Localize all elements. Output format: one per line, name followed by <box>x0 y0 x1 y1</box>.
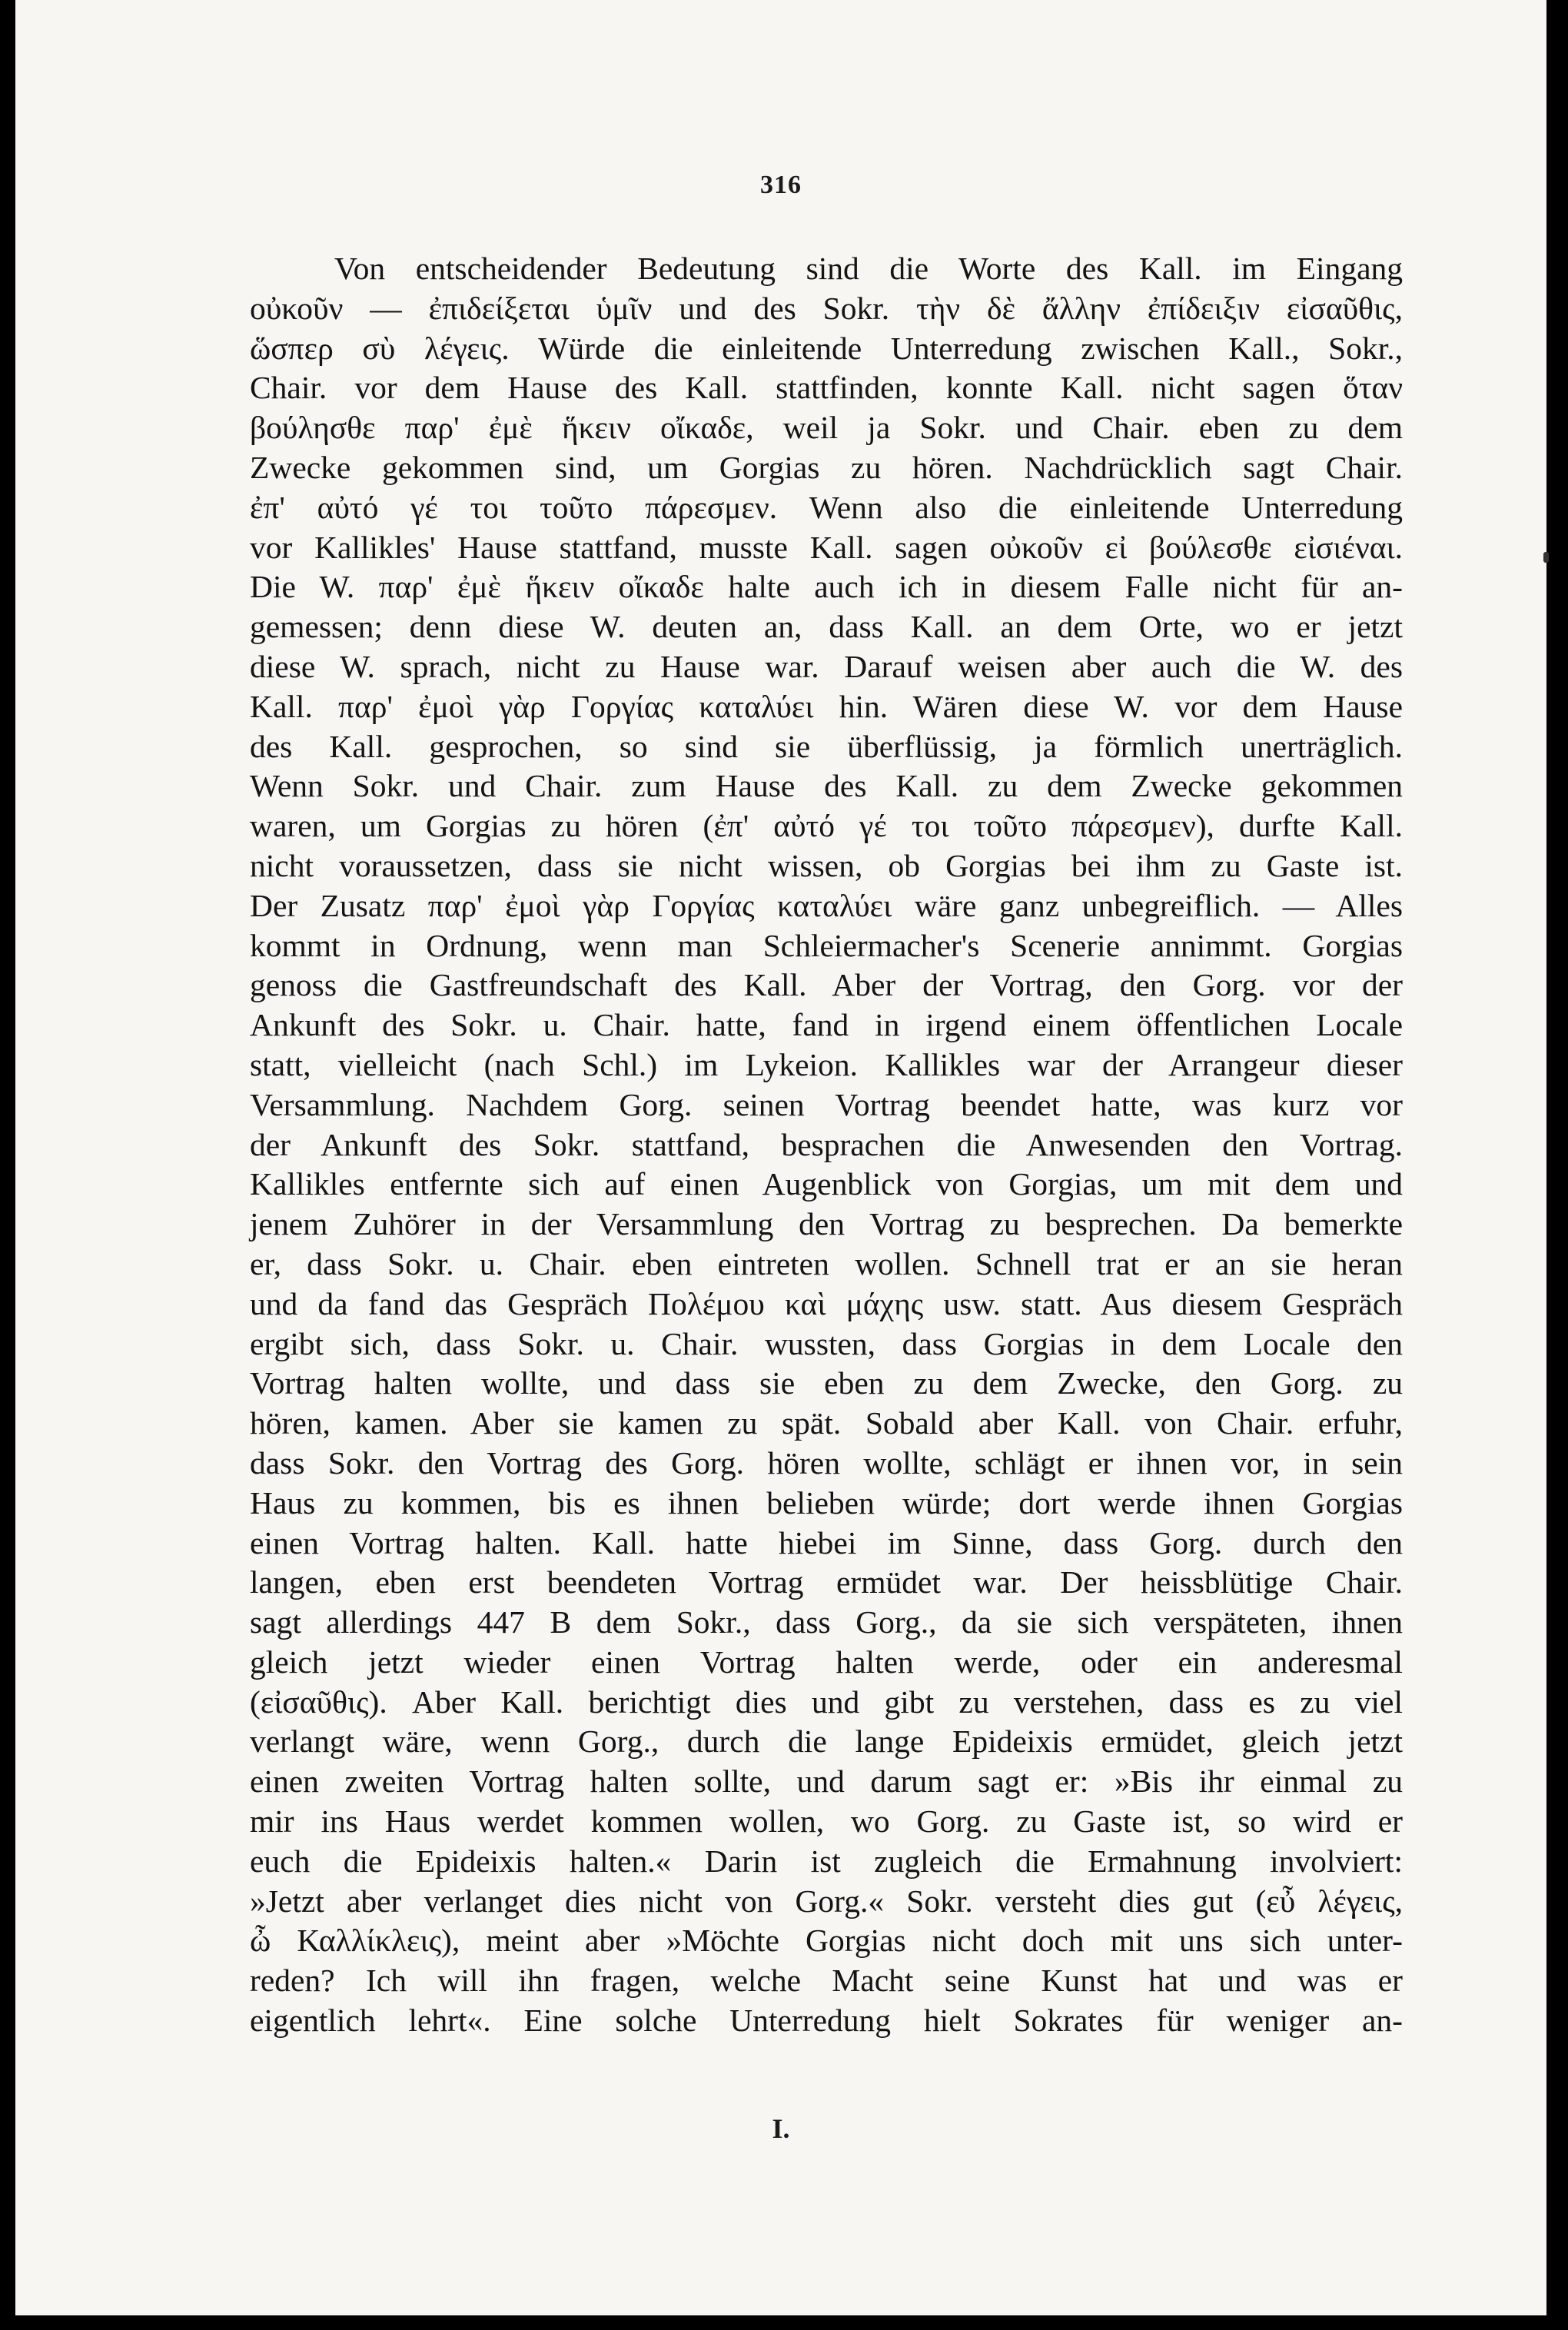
text-line: kommt in Ordnung, wenn man Schleiermacher's Scenerie annimmt. Gorgias <box>250 927 1403 963</box>
text-line: Chair. vor dem Hause des Kall. stattfinden, konnte Kall. nicht sagen ὅταν <box>250 370 1403 406</box>
text-line: genoss die Gastfreundschaft des Kall. Aber der Vortrag, den Gorg. vor der <box>250 967 1403 1003</box>
text-line: reden? Ich will ihn fragen, welche Macht seine Kunst hat und was er <box>250 1963 1403 1999</box>
text-line: ἐπ' αὐτό γέ τοι τοῦτο πάρεσμεν. Wenn also die einleitende Unterredung <box>250 489 1403 525</box>
text-line: eigentlich lehrt«. Eine solche Unterredung hielt Sokrates für weniger an- <box>250 2003 1403 2039</box>
text-line: und da fand das Gespräch Πολέμου καὶ μάχης usw. statt. Aus diesem Gespräch <box>250 1285 1403 1321</box>
text-line: mir ins Haus werdet kommen wollen, wo Gorg. zu Gaste ist, so wird er <box>250 1803 1403 1840</box>
text-line: ὦ Καλλίκλεις), meint aber »Möchte Gorgias nicht doch mit uns sich unter- <box>250 1923 1403 1959</box>
text-line: Haus zu kommen, bis es ihnen belieben würde; dort werde ihnen Gorgias <box>250 1484 1403 1521</box>
text-line: er, dass Sokr. u. Chair. eben eintreten wollen. Schnell trat er an sie heran <box>250 1245 1403 1281</box>
text-line: einen Vortrag halten. Kall. hatte hiebei im Sinne, dass Gorg. durch den <box>250 1524 1403 1561</box>
text-line: vor Kallikles' Hause stattfand, musste Kall. sagen οὐκοῦν εἰ βούλεσθε εἰσιέναι. <box>250 529 1403 565</box>
text-line: Zwecke gekommen sind, um Gorgias zu hören. Nachdrücklich sagt Chair. <box>250 449 1403 485</box>
text-line: sagt allerdings 447 B dem Sokr., dass Gorg., da sie sich verspäteten, ihnen <box>250 1604 1403 1640</box>
page <box>15 0 1546 2315</box>
text-line: ὥσπερ σὺ λέγεις. Würde die einleitende Unterredung zwischen Kall., Sokr., <box>250 330 1403 366</box>
text-line: Versammlung. Nachdem Gorg. seinen Vortrag beendet hatte, was kurz vor <box>250 1086 1403 1122</box>
text-line: Wenn Sokr. und Chair. zum Hause des Kall. zu dem Zwecke gekommen <box>250 768 1403 804</box>
text-line: Ankunft des Sokr. u. Chair. hatte, fand in irgend einem öffentlichen Locale <box>250 1007 1403 1043</box>
text-line: des Kall. gesprochen, so sind sie überflüssig, ja förmlich unerträglich. <box>250 728 1403 764</box>
text-line: ergibt sich, dass Sokr. u. Chair. wussten, dass Gorgias in dem Locale den <box>250 1325 1403 1361</box>
text-line: nicht voraussetzen, dass sie nicht wissen, ob Gorgias bei ihm zu Gaste ist. <box>250 847 1403 883</box>
text-line: Der Zusatz παρ' ἐμοὶ γὰρ Γοργίας καταλύει wäre ganz unbegreiflich. — Alles <box>250 887 1403 923</box>
text-line: diese W. sprach, nicht zu Hause war. Darauf weisen aber auch die W. des <box>250 648 1403 684</box>
text-line: euch die Epideixis halten.« Darin ist zugleich die Ermahnung involviert: <box>250 1843 1403 1879</box>
text-line: gemessen; denn diese W. deuten an, dass Kall. an dem Orte, wo er jetzt <box>250 609 1403 645</box>
body-paragraph <box>250 249 1403 2041</box>
text-line: einen zweiten Vortrag halten sollte, und darum sagt er: »Bis ihr einmal zu <box>250 1763 1403 1800</box>
text-line: Von entscheidender Bedeutung sind die Worte des Kall. im Eingang <box>334 251 1403 286</box>
text-line: Die W. παρ' ἐμὲ ἥκειν οἴκαδε halte auch ich in diesem Falle nicht für an- <box>250 569 1403 605</box>
text-line: Kall. παρ' ἐμοὶ γὰρ Γοργίας καταλύει hin. Wären diese W. vor dem Hause <box>250 688 1403 724</box>
text-line: οὐκοῦν — ἐπιδείξεται ὑμῖν und des Sokr. τὴν δὲ ἄλλην ἐπίδειξιν εἰσαῦθις, <box>250 290 1403 326</box>
text-line: »Jetzt aber verlanget dies nicht von Gorg.« Sokr. versteht dies gut (εὖ λέγεις, <box>250 1883 1403 1919</box>
text-line: βούλησθε παρ' ἐμὲ ἥκειν οἴκαδε, weil ja Sokr. und Chair. eben zu dem <box>250 410 1403 446</box>
signature-mark: I. <box>772 2113 790 2144</box>
text-line: hören, kamen. Aber sie kamen zu spät. Sobald aber Kall. von Chair. erfuhr, <box>250 1405 1403 1441</box>
text-line: gleich jetzt wieder einen Vortrag halten werde, oder ein anderesmal <box>250 1644 1403 1680</box>
text-line: (εἰσαῦθις). Aber Kall. berichtigt dies und gibt zu verstehen, dass es zu viel <box>250 1684 1403 1720</box>
text-line: der Ankunft des Sokr. stattfand, besprachen die Anwesenden den Vortrag. <box>250 1126 1403 1162</box>
text-line: dass Sokr. den Vortrag des Gorg. hören wollte, schlägt er ihnen vor, in sein <box>250 1444 1403 1481</box>
margin-speck <box>1543 552 1549 563</box>
text-line: jenem Zuhörer in der Versammlung den Vortrag zu besprechen. Da bemerkte <box>250 1206 1403 1242</box>
text-line: verlangt wäre, wenn Gorg., durch die lange Epideixis ermüdet, gleich jetzt <box>250 1723 1403 1760</box>
text-line: Kallikles entfernte sich auf einen Augenblick von Gorgias, um mit dem und <box>250 1166 1403 1202</box>
text-line: Vortrag halten wollte, und dass sie eben zu dem Zwecke, den Gorg. zu <box>250 1365 1403 1401</box>
text-line: statt, vielleicht (nach Schl.) im Lykeion. Kallikles war der Arrangeur dieser <box>250 1046 1403 1082</box>
page-number: 316 <box>760 171 802 199</box>
text-line: langen, eben erst beendeten Vortrag ermüdet war. Der heissblütige Chair. <box>250 1564 1403 1600</box>
text-line: waren, um Gorgias zu hören (ἐπ' αὐτό γέ τοι τοῦτο πάρεσμεν), durfte Kall. <box>250 808 1403 844</box>
